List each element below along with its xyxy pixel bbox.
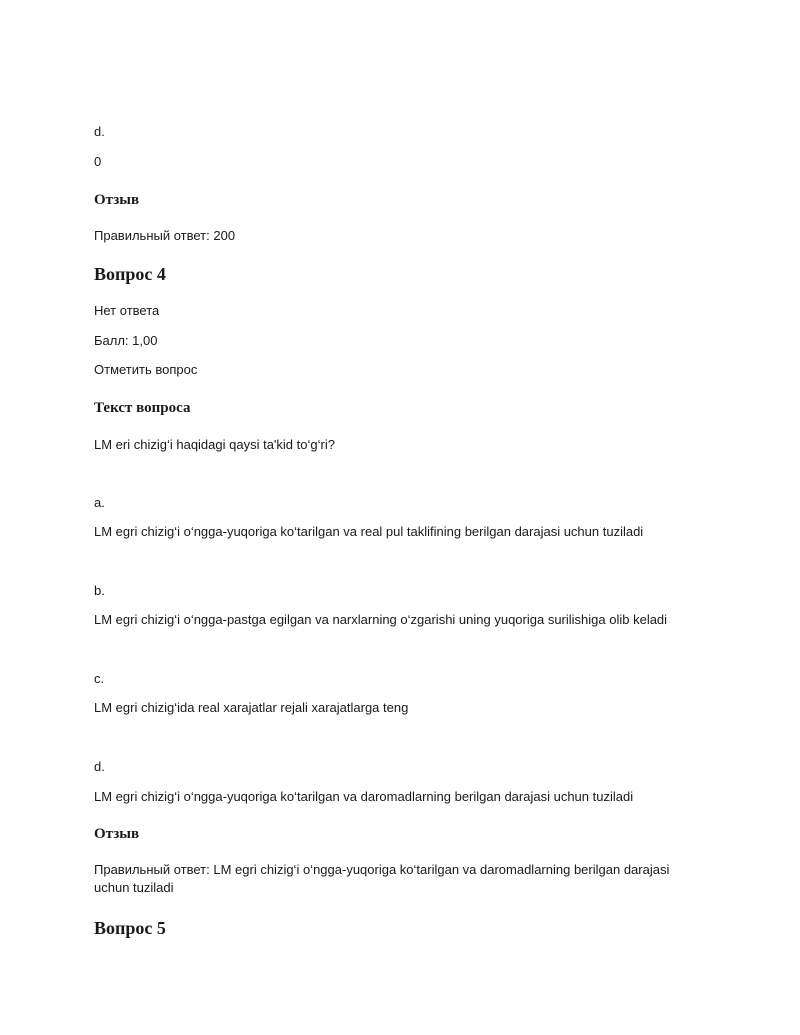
question-status: Нет ответа [94,303,160,318]
question-text-heading: Текст вопроса [94,400,191,416]
question-4-heading: Вопрос 4 [94,264,166,284]
flag-question-link[interactable]: Отметить вопрос [94,362,198,377]
option-a-letter[interactable]: a. [94,495,105,510]
option-c-letter[interactable]: c. [94,671,105,686]
option-b-letter[interactable]: b. [94,583,105,598]
correct-answer: Правильный ответ: LM egri chizig‘i o‘ngga-yuqoriga ko‘tarilgan va daromadlarning berilgan darajasi uchun tuziladi [94,862,670,895]
option-d-text[interactable]: LM egri chizig‘i o‘ngga-yuqoriga ko‘tarilgan va daromadlarning berilgan darajasi uchun tuziladi [94,789,634,804]
option-b-text[interactable]: LM egri chizig‘i o‘ngga-pastga egilgan va narxlarning o‘zgarishi uning yuqoriga surilishiga olib keladi [94,612,668,627]
question-5-heading: Вопрос 5 [94,918,166,938]
feedback-heading: Отзыв [94,192,140,208]
feedback-heading: Отзыв [94,826,140,842]
option-d-letter[interactable]: d. [94,759,105,774]
correct-answer: Правильный ответ: 200 [94,228,236,243]
option-d-letter: d. [94,124,105,139]
option-a-text[interactable]: LM egri chizig‘i o‘ngga-yuqoriga ko‘tarilgan va real pul taklifining berilgan darajasi uchun tuziladi [94,524,644,539]
question-text: LM eri chizig‘i haqidagi qaysi ta'kid to‘g‘ri? [94,437,335,452]
option-d-text: 0 [94,154,102,169]
option-c-text[interactable]: LM egri chizig‘ida real xarajatlar rejali xarajatlarga teng [94,700,409,715]
question-score: Балл: 1,00 [94,333,158,348]
